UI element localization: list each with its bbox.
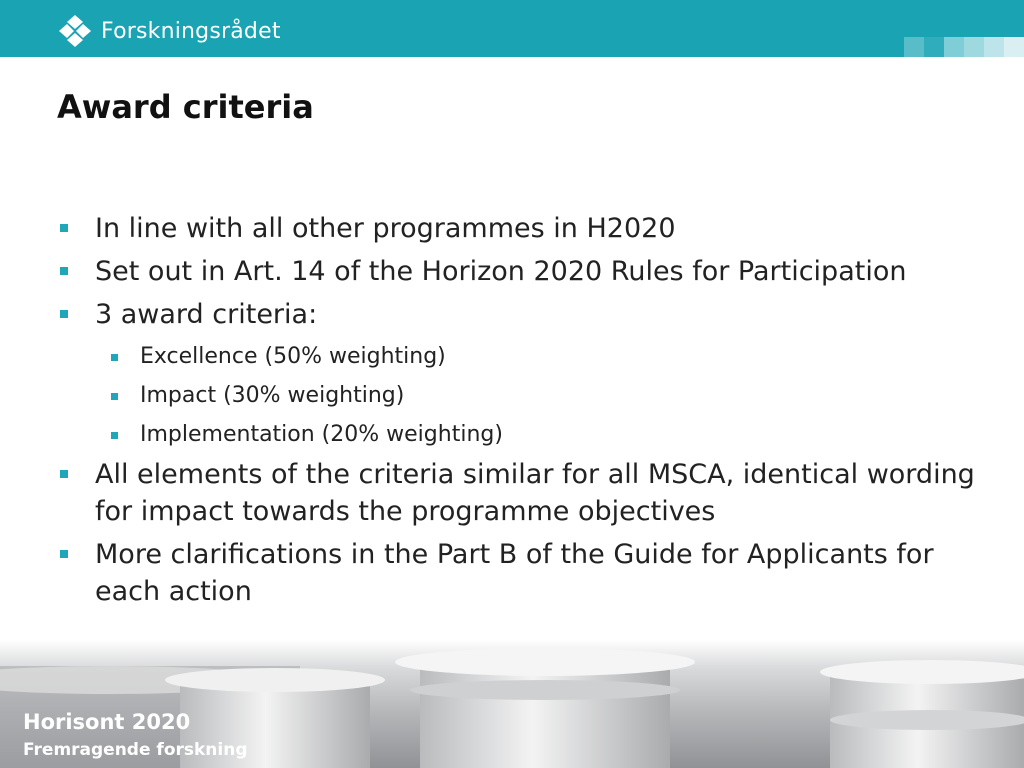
bullet-text: Set out in Art. 14 of the Horizon 2020 Rules for Participation — [95, 256, 907, 287]
sub-bullet-item — [56, 339, 996, 375]
footer-line-1: Horisont 2020 — [23, 710, 191, 734]
square-bullet-icon — [60, 550, 68, 558]
footer-text — [23, 708, 248, 764]
bullet-text: In line with all other programmes in H2020 — [95, 213, 676, 244]
square-bullet-icon — [111, 432, 118, 439]
square-bullet-icon — [111, 354, 118, 361]
square-bullet-icon — [60, 310, 68, 318]
square-bullet-icon — [111, 393, 118, 400]
bullet-text: More clarifications in the Part B of the Guide for Applicants for each action — [95, 539, 934, 607]
slide-title: Award criteria — [57, 88, 314, 126]
sub-bullet-text: Excellence (50% weighting) — [140, 344, 446, 369]
sub-bullet-text: Implementation (20% weighting) — [140, 422, 503, 447]
sub-bullet-item — [56, 417, 996, 453]
square-bullet-icon — [60, 267, 68, 275]
bullet-list — [56, 210, 996, 616]
bullet-text: 3 award criteria: — [95, 299, 318, 330]
bullet-item — [56, 210, 996, 247]
sub-bullet-text: Impact (30% weighting) — [140, 383, 405, 408]
sub-bullet-item — [56, 378, 996, 414]
bullet-item — [56, 296, 996, 333]
logo — [55, 13, 281, 49]
bullet-text: All elements of the criteria similar for all MSCA, identical wording for impact towards the programme objectives — [95, 459, 975, 527]
square-bullet-icon — [60, 470, 68, 478]
bullet-item — [56, 456, 996, 530]
bullet-item — [56, 536, 996, 610]
square-bullet-icon — [60, 224, 68, 232]
bullet-item — [56, 253, 996, 290]
forskningsradet-logo-icon — [55, 13, 95, 49]
logo-text: Forskningsrådet — [101, 18, 281, 44]
decorative-squares — [884, 37, 1024, 57]
header-bar — [0, 0, 1024, 57]
footer-line-2: Fremragende forskning — [23, 740, 248, 760]
